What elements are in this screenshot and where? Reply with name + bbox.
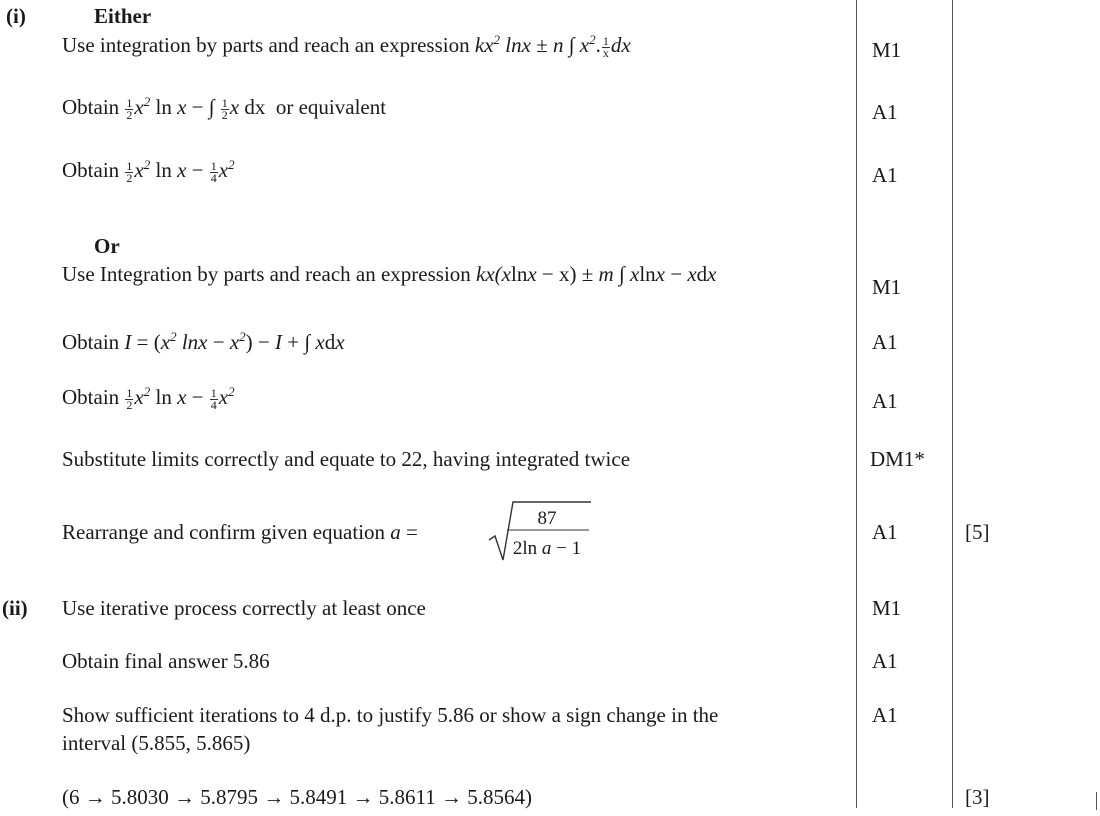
- either-step-1: Use integration by parts and reach an expression $kx^2$ lnx ± n ∫ $x^2$. $\frac{1}{x}$ dx: [62, 32, 631, 60]
- either-step-3-mark: A1: [872, 163, 898, 187]
- substitute-mark: DM1*: [870, 447, 925, 471]
- either-step-1-mark: M1: [872, 38, 902, 62]
- sqrt-expression: [485, 496, 595, 566]
- column-divider-left: [856, 0, 857, 808]
- part-ii-step-3: Show sufficient iterations to 4 d.p. to justify 5.86 or show a sign change in the: [62, 703, 719, 727]
- rearrange-mark: A1: [872, 520, 898, 544]
- svg-text:87: 87: [537, 508, 557, 529]
- part-i-label: (i): [6, 4, 26, 28]
- either-step-2: Obtain $\frac{1}{2}$ $x^2$ ln x − ∫ $\frac{1}{2}$ x dx or equivalent: [62, 94, 387, 122]
- part-ii-step-1: Use iterative process correctly at least once: [62, 596, 426, 620]
- rearrange-step: Rearrange and confirm given equation a =: [62, 520, 418, 544]
- part-ii-total: [3]: [965, 785, 990, 809]
- either-step-3-text: Obtain: [62, 158, 125, 182]
- either-step-1-text: Use integration by parts and reach an expression: [62, 33, 475, 57]
- either-step-3: Obtain $\frac{1}{2}$ $x^2$ ln x − $\frac{1}{4}$ $x^2$: [62, 157, 235, 185]
- or-step-1: Use Integration by parts and reach an expression kx(xlnx − x) ± m ∫ xlnx − xdx: [62, 262, 717, 286]
- or-step-3-mark: A1: [872, 389, 898, 413]
- either-heading: Either: [94, 4, 152, 28]
- or-heading: Or: [94, 234, 120, 258]
- svg-text:2ln a − 1: 2ln a − 1: [512, 538, 582, 559]
- part-ii-step-3-line-2: interval (5.855, 5.865): [62, 731, 251, 755]
- or-step-2: Obtain $I = (x^2$ $\ln x - x^2) - I$ + ∫ xdx: [62, 329, 345, 354]
- part-ii-step-2-mark: A1: [872, 649, 898, 673]
- part-ii-step-2: Obtain final answer 5.86: [62, 649, 270, 673]
- part-ii-step-3-mark: A1: [872, 703, 898, 727]
- or-step-1-mark: M1: [872, 275, 902, 299]
- substitute-step: Substitute limits correctly and equate to 22, having integrated twice: [62, 447, 631, 471]
- or-step-2-mark: A1: [872, 330, 898, 354]
- part-i-total: [5]: [965, 520, 990, 544]
- part-ii-label: (ii): [2, 596, 28, 620]
- either-step-2-text: Obtain: [62, 95, 125, 119]
- page-edge-mark: [1096, 792, 1097, 810]
- part-ii-step-1-mark: M1: [872, 596, 902, 620]
- or-step-3: Obtain $\frac{1}{2}$ $x^2$ ln x − $\frac{1}{4}$ $x^2$: [62, 384, 235, 412]
- either-step-2-mark: A1: [872, 100, 898, 124]
- rearrange-text: Rearrange and confirm given equation: [62, 520, 391, 544]
- column-divider-right: [952, 0, 953, 808]
- or-step-2-text: Obtain: [62, 330, 125, 354]
- or-step-1-text: Use Integration by parts and reach an expression: [62, 262, 477, 286]
- iteration-sequence: (6 → 5.8030 → 5.8795 → 5.8491 → 5.8611 → 5.8564): [62, 785, 532, 809]
- or-step-3-text: Obtain: [62, 385, 125, 409]
